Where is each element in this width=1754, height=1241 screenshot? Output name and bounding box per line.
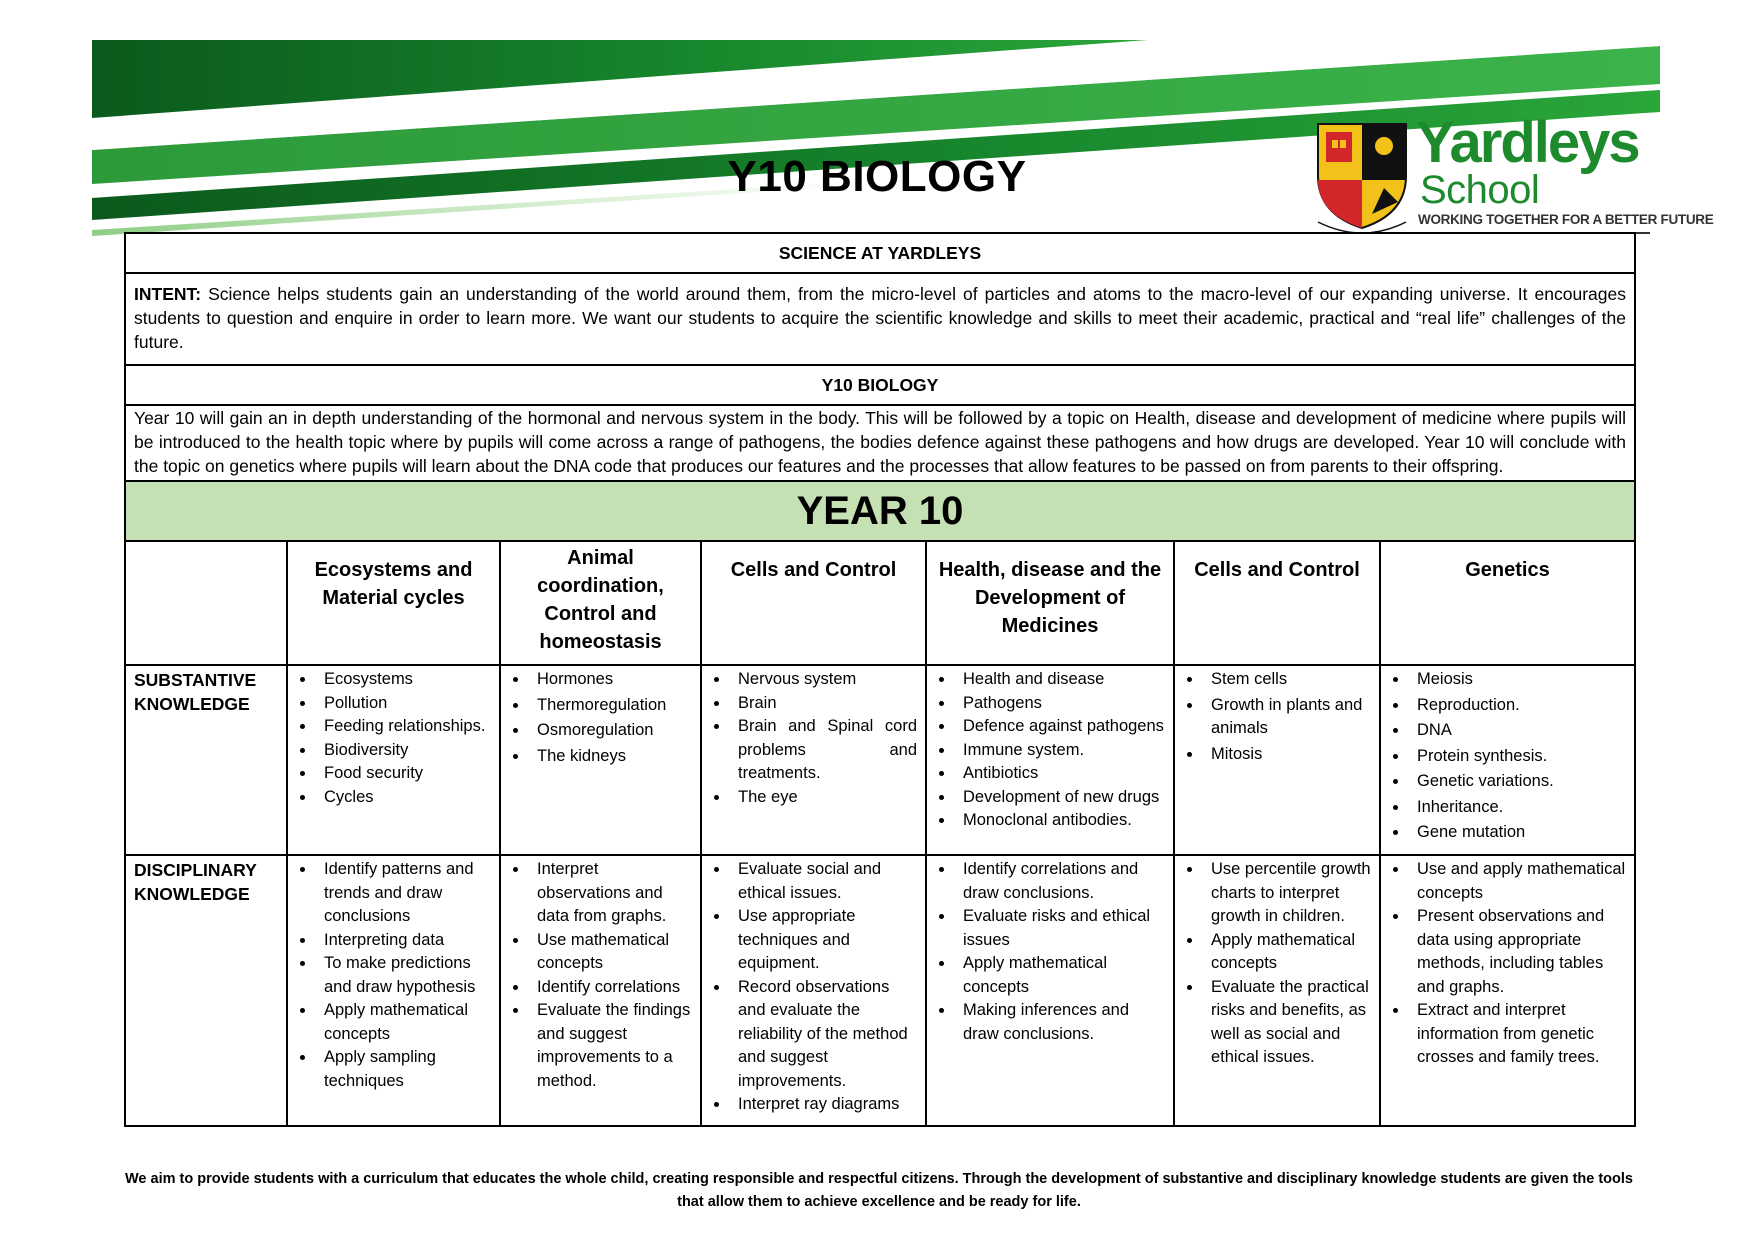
- list-item: • Protein synthesis.: [1409, 745, 1626, 769]
- list-item: • The eye: [730, 786, 917, 810]
- substantive-cell: [287, 665, 500, 855]
- list-item: • Evaluate the practical risks and benefits, as well as social and ethical issues.: [1203, 976, 1371, 1070]
- list-item: • Defence against pathogens: [955, 715, 1165, 739]
- biology-heading: Y10 BIOLOGY: [125, 365, 1635, 405]
- list-item: • Health and disease: [955, 668, 1165, 692]
- list-item: • Immune system.: [955, 739, 1165, 763]
- substantive-cell: [1174, 665, 1380, 855]
- intent-label: INTENT:: [134, 284, 202, 304]
- list-item: • Meiosis: [1409, 668, 1626, 692]
- footer-statement: We aim to provide students with a curriculum that educates the whole child, creating responsible and respectful citizens. Through the development of substantive and disciplinary knowledge students are given the tools that allow them to achieve excellence and be ready for life.: [124, 1171, 1633, 1210]
- list-item: • Interpreting data: [316, 929, 491, 953]
- school-crest-icon: [1312, 118, 1412, 236]
- year-band: YEAR 10: [125, 481, 1635, 541]
- list-item: • Pollution: [316, 692, 491, 716]
- list-item: • Evaluate risks and ethical issues: [955, 905, 1165, 952]
- substantive-label: SUBSTANTIVE KNOWLEDGE: [125, 665, 287, 855]
- column-header: Animal coordination, Control and homeostasis: [500, 541, 701, 665]
- list-item: • Gene mutation: [1409, 821, 1626, 845]
- list-item: • Biodiversity: [316, 739, 491, 763]
- logo-tagline: WORKING TOGETHER FOR A BETTER FUTURE: [1418, 212, 1714, 227]
- list-item: • Stem cells: [1203, 668, 1371, 692]
- disciplinary-cell: [926, 855, 1174, 1126]
- list-item: • To make predictions and draw hypothesis: [316, 952, 491, 999]
- list-item: • Use appropriate techniques and equipment.: [730, 905, 917, 976]
- substantive-cell: [701, 665, 926, 855]
- page-title: Y10 BIOLOGY: [727, 152, 1027, 201]
- list-item: • Evaluate the findings and suggest improvements to a method.: [529, 999, 692, 1093]
- disciplinary-cell: [701, 855, 926, 1126]
- school-logo: [1312, 110, 1714, 236]
- list-item: • Monoclonal antibodies.: [955, 809, 1165, 833]
- list-item: • Use and apply mathematical concepts: [1409, 858, 1626, 905]
- list-item: • Apply mathematical concepts: [316, 999, 491, 1046]
- substantive-cell: [926, 665, 1174, 855]
- list-item: • Extract and interpret information from genetic crosses and family trees.: [1409, 999, 1626, 1070]
- intent-paragraph: [125, 273, 1635, 365]
- disciplinary-label: DISCIPLINARY KNOWLEDGE: [125, 855, 287, 1126]
- logo-name-line2: School: [1420, 168, 1540, 212]
- list-item: • Ecosystems: [316, 668, 491, 692]
- list-item: • Use mathematical concepts: [529, 929, 692, 976]
- list-item: • Genetic variations.: [1409, 770, 1626, 794]
- disciplinary-cell: [287, 855, 500, 1126]
- list-item: • Reproduction.: [1409, 694, 1626, 718]
- column-header: Genetics: [1380, 541, 1635, 665]
- logo-name-line1: Yardleys: [1416, 110, 1639, 175]
- list-item: • Apply mathematical concepts: [955, 952, 1165, 999]
- list-item: • Nervous system: [730, 668, 917, 692]
- list-item: • Making inferences and draw conclusions.: [955, 999, 1165, 1046]
- list-item: • Antibiotics: [955, 762, 1165, 786]
- column-header: Cells and Control: [1174, 541, 1380, 665]
- list-item: • Brain and Spinal cord problems and treatments.: [730, 715, 917, 786]
- substantive-cell: [1380, 665, 1635, 855]
- column-header: Cells and Control: [701, 541, 926, 665]
- list-item: • Apply sampling techniques: [316, 1046, 491, 1093]
- column-header: Ecosystems and Material cycles: [287, 541, 500, 665]
- corner-cell: [125, 541, 287, 665]
- list-item: • DNA: [1409, 719, 1626, 743]
- list-item: • Brain: [730, 692, 917, 716]
- disciplinary-cell: [500, 855, 701, 1126]
- list-item: • Hormones: [529, 668, 692, 692]
- science-heading: SCIENCE AT YARDLEYS: [125, 233, 1635, 273]
- list-item: • Mitosis: [1203, 743, 1371, 767]
- list-item: • Interpret ray diagrams: [730, 1093, 917, 1117]
- list-item: • Use percentile growth charts to interpret growth in children.: [1203, 858, 1371, 929]
- list-item: • Identify correlations: [529, 976, 692, 1000]
- list-item: • Growth in plants and animals: [1203, 694, 1371, 741]
- disciplinary-cell: [1380, 855, 1635, 1126]
- list-item: • Record observations and evaluate the reliability of the method and suggest improvements.: [730, 976, 917, 1094]
- list-item: • Development of new drugs: [955, 786, 1165, 810]
- disciplinary-cell: [1174, 855, 1380, 1126]
- curriculum-table: [124, 232, 1636, 1127]
- list-item: • Apply mathematical concepts: [1203, 929, 1371, 976]
- list-item: • Present observations and data using appropriate methods, including tables and graphs.: [1409, 905, 1626, 999]
- biology-paragraph: Year 10 will gain an in depth understanding of the hormonal and nervous system in the body. This will be followed by a topic on Health, disease and development of medicine where pupils will be introduced to the health topic where by pupils will come across a range of pathogens, the bodies defence against these pathogens and how drugs are developed. Year 10 will conclude with the topic on genetics where pupils will learn about the DNA code that produces our features and the processes that allow features to be passed on from parents to their offspring.: [125, 405, 1635, 481]
- list-item: • Identify patterns and trends and draw conclusions: [316, 858, 491, 929]
- list-item: • Thermoregulation: [529, 694, 692, 718]
- list-item: • Evaluate social and ethical issues.: [730, 858, 917, 905]
- column-header: Health, disease and the Development of Medicines: [926, 541, 1174, 665]
- list-item: • Osmoregulation: [529, 719, 692, 743]
- list-item: • Inheritance.: [1409, 796, 1626, 820]
- list-item: • Identify correlations and draw conclusions.: [955, 858, 1165, 905]
- list-item: • Feeding relationships.: [316, 715, 491, 739]
- list-item: • Cycles: [316, 786, 491, 810]
- list-item: • The kidneys: [529, 745, 692, 769]
- intent-text: Science helps students gain an understanding of the world around them, from the micro-level of particles and atoms to the macro-level of our expanding universe. It encourages students to question and enquire in order to learn more. We want our students to acquire the scientific knowledge and skills to meet their academic, practical and “real life” challenges of the future.: [134, 284, 1626, 352]
- substantive-cell: [500, 665, 701, 855]
- list-item: • Pathogens: [955, 692, 1165, 716]
- list-item: • Food security: [316, 762, 491, 786]
- list-item: • Interpret observations and data from graphs.: [529, 858, 692, 929]
